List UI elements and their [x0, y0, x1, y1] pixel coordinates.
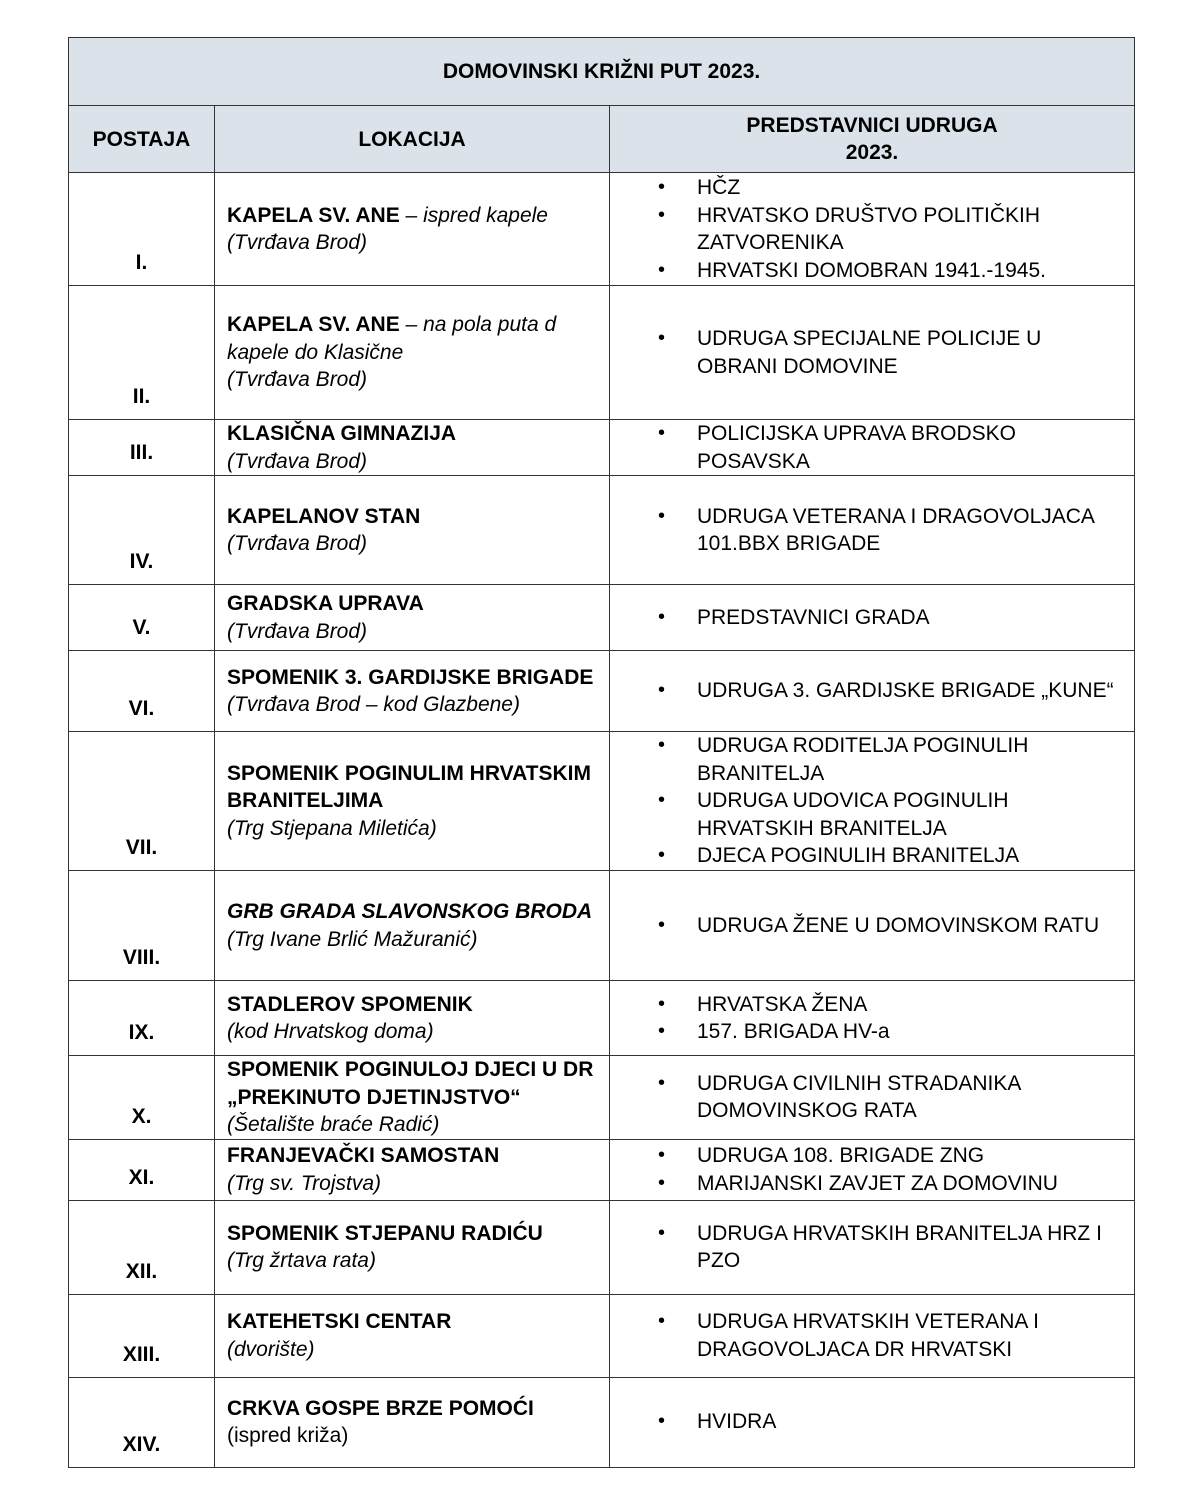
association-list [610, 1308, 1126, 1363]
station-number: I. [69, 173, 215, 286]
association-list [610, 677, 1126, 705]
station-number: IV. [69, 476, 215, 585]
location-name: SPOMENIK POGINULIM HRVATSKIM BRANITELJIMA [227, 761, 592, 813]
station-location [215, 476, 610, 585]
station-number: V. [69, 585, 215, 651]
table-row [69, 1056, 1135, 1140]
location-note: – na pola puta d kapele do Klasične [227, 313, 557, 364]
association-list [610, 912, 1126, 940]
stations-table [68, 37, 1135, 1468]
association-list [610, 503, 1126, 558]
list-item: • PREDSTAVNICI GRADA [610, 604, 1126, 632]
location-detail: (Tvrđava Brod) [227, 368, 368, 392]
table-row [69, 1139, 1135, 1200]
association-list [610, 325, 1126, 380]
association-list [610, 1220, 1126, 1275]
table-body [69, 173, 1135, 1468]
station-number: II. [69, 286, 215, 420]
location-name: STADLEROV SPOMENIK [227, 992, 473, 1016]
station-location [215, 981, 610, 1056]
list-item: • UDRUGA UDOVICA POGINULIH HRVATSKIH BRANITELJA [610, 787, 1126, 842]
station-associations [610, 286, 1135, 420]
association-list [610, 1408, 1126, 1436]
station-associations [610, 420, 1135, 476]
association-list [610, 991, 1126, 1046]
list-item: • HRVATSKI DOMOBRAN 1941.-1945. [610, 257, 1126, 285]
station-associations [610, 1377, 1135, 1467]
list-item: • HRVATSKA ŽENA [610, 991, 1126, 1019]
location-detail: (Tvrđava Brod) [227, 619, 368, 643]
list-item: • UDRUGA HRVATSKIH BRANITELJA HRZ I PZO [610, 1220, 1126, 1275]
table-row [69, 732, 1135, 871]
table-row [69, 585, 1135, 651]
station-associations [610, 1056, 1135, 1140]
station-associations [610, 173, 1135, 286]
association-list [610, 1070, 1126, 1125]
table-row [69, 476, 1135, 585]
location-detail: (Tvrđava Brod) [227, 532, 368, 555]
station-associations [610, 1200, 1135, 1294]
list-item: • UDRUGA CIVILNIH STRADANIKA DOMOVINSKOG RATA [610, 1070, 1126, 1125]
station-number: VII. [69, 732, 215, 871]
association-list [610, 174, 1126, 284]
table-row [69, 1377, 1135, 1467]
location-name: KATEHETSKI CENTAR [227, 1310, 452, 1333]
table-row [69, 1294, 1135, 1377]
station-location [215, 1377, 610, 1467]
association-list [610, 1142, 1126, 1197]
table-row [69, 420, 1135, 476]
location-name: FRANJEVAČKI SAMOSTAN [227, 1144, 500, 1167]
list-item: • UDRUGA 3. GARDIJSKE BRIGADE „KUNE“ [610, 677, 1126, 705]
table-row [69, 981, 1135, 1056]
station-associations [610, 476, 1135, 585]
list-item: • UDRUGA ŽENE U DOMOVINSKOM RATU [610, 912, 1126, 940]
table-row [69, 1200, 1135, 1294]
location-detail: (Trg Ivane Brlić Mažuranić) [227, 927, 478, 951]
station-number: III. [69, 420, 215, 476]
association-list [610, 420, 1126, 475]
station-associations [610, 732, 1135, 871]
station-location [215, 871, 610, 981]
station-associations [610, 1139, 1135, 1200]
list-item: • DJECA POGINULIH BRANITELJA [610, 842, 1126, 870]
station-number: X. [69, 1056, 215, 1140]
table-row [69, 871, 1135, 981]
table-title: DOMOVINSKI KRIŽNI PUT 2023. [69, 38, 1135, 106]
station-associations [610, 585, 1135, 651]
header-predstavnici-line1: PREDSTAVNICI UDRUGA [746, 114, 998, 137]
station-location [215, 585, 610, 651]
list-item: • UDRUGA 108. BRIGADE ZNG [610, 1142, 1126, 1170]
list-item: • HRVATSKO DRUŠTVO POLITIČKIH ZATVORENIKA [610, 202, 1126, 257]
location-name: KAPELANOV STAN [227, 504, 421, 528]
list-item: • MARIJANSKI ZAVJET ZA DOMOVINU [610, 1170, 1126, 1198]
location-detail: (Trg sv. Trojstva) [227, 1171, 381, 1195]
location-name: KAPELA SV. ANE [227, 203, 400, 227]
location-detail: (kod Hrvatskog doma) [227, 1020, 434, 1043]
station-associations [610, 871, 1135, 981]
location-name: SPOMENIK 3. GARDIJSKE BRIGADE [227, 665, 594, 689]
location-detail: (dvorište) [227, 1337, 315, 1361]
association-list [610, 732, 1126, 870]
table-row [69, 651, 1135, 732]
station-location [215, 1294, 610, 1377]
location-detail: (Šetalište braće Radić) [227, 1113, 440, 1136]
list-item: • HVIDRA [610, 1408, 1126, 1436]
station-location [215, 1200, 610, 1294]
station-location [215, 651, 610, 732]
location-detail: (ispred križa) [227, 1424, 349, 1447]
header-postaja: POSTAJA [69, 106, 215, 173]
station-number: VI. [69, 651, 215, 732]
station-location [215, 173, 610, 286]
station-number: IX. [69, 981, 215, 1056]
station-number: VIII. [69, 871, 215, 981]
location-name: KAPELA SV. ANE [227, 313, 400, 337]
station-number: XI. [69, 1139, 215, 1200]
list-item: • UDRUGA SPECIJALNE POLICIJE U OBRANI DOMOVINE [610, 325, 1126, 380]
title-row [69, 38, 1135, 106]
association-list [610, 604, 1126, 632]
table-row [69, 286, 1135, 420]
station-associations [610, 981, 1135, 1056]
list-item: • UDRUGA VETERANA I DRAGOVOLJACA 101.BBX BRIGADE [610, 503, 1126, 558]
list-item: • UDRUGA RODITELJA POGINULIH BRANITELJA [610, 732, 1126, 787]
location-name: GRB GRADA SLAVONSKOG BRODA [227, 900, 593, 923]
station-associations [610, 1294, 1135, 1377]
location-detail: (Trg Stjepana Miletića) [227, 816, 437, 840]
list-item: • 157. BRIGADA HV-a [610, 1018, 1126, 1046]
location-name: SPOMENIK STJEPANU RADIĆU [227, 1221, 543, 1245]
station-number: XIV. [69, 1377, 215, 1467]
station-location [215, 420, 610, 476]
location-name: SPOMENIK POGINULOJ DJECI U DR „PREKINUTO DJETINJSTVO“ [227, 1058, 594, 1109]
table-row [69, 173, 1135, 286]
location-name: GRADSKA UPRAVA [227, 592, 424, 615]
header-row [69, 106, 1135, 173]
list-item: • UDRUGA HRVATSKIH VETERANA I DRAGOVOLJACA DR HRVATSKI [610, 1308, 1126, 1363]
location-detail: (Tvrđava Brod – kod Glazbene) [227, 693, 520, 716]
station-associations [610, 651, 1135, 732]
station-location [215, 286, 610, 420]
list-item: • HČZ [610, 174, 1126, 202]
station-number: XIII. [69, 1294, 215, 1377]
header-predstavnici-line2: 2023. [845, 141, 899, 164]
list-item: • POLICIJSKA UPRAVA BRODSKO POSAVSKA [610, 420, 1126, 475]
location-detail: (Tvrđava Brod) [227, 231, 368, 254]
station-location [215, 732, 610, 871]
station-location [215, 1056, 610, 1140]
location-note: – ispred kapele [399, 203, 548, 227]
header-predstavnici [610, 106, 1135, 173]
station-number: XII. [69, 1200, 215, 1294]
station-location [215, 1139, 610, 1200]
header-lokacija: LOKACIJA [215, 106, 610, 173]
location-name: KLASIČNA GIMNAZIJA [227, 422, 457, 445]
location-detail: (Trg žrtava rata) [227, 1249, 376, 1272]
location-name: CRKVA GOSPE BRZE POMOĆI [227, 1396, 534, 1420]
location-detail: (Tvrđava Brod) [227, 449, 368, 473]
